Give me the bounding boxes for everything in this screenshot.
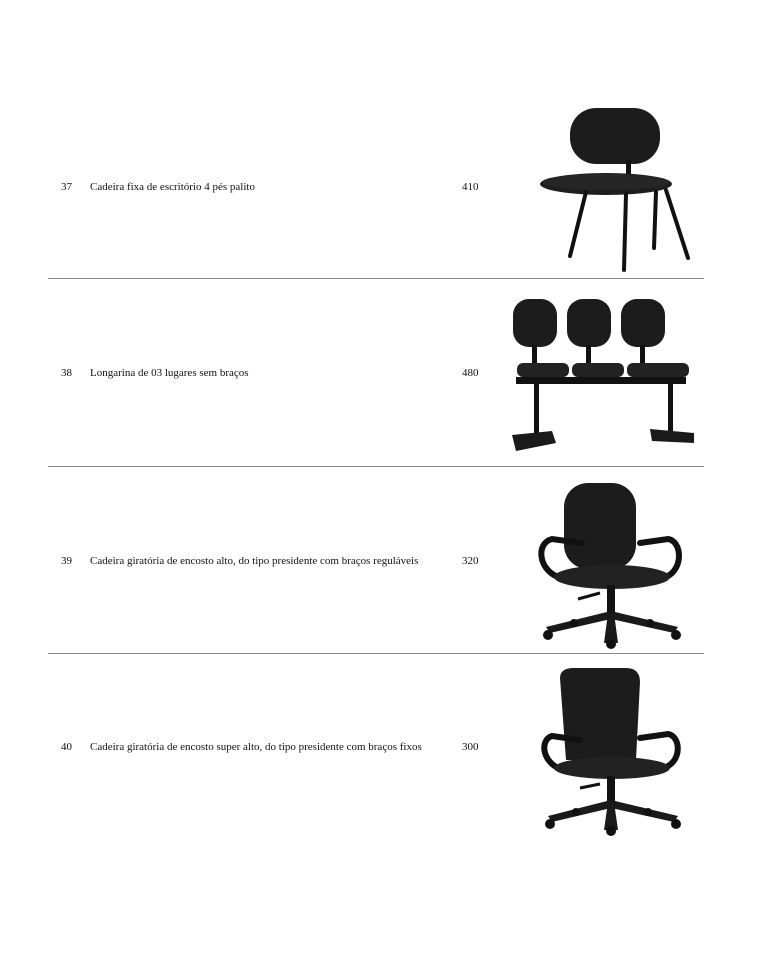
extra-high-back-swivel-chair-icon <box>508 660 700 836</box>
table-row <box>48 654 704 840</box>
three-seat-beam-bench-icon <box>508 285 700 461</box>
item-number: 38 <box>61 367 72 379</box>
item-description: Cadeira giratória de encosto super alto, do tipo presidente com braços fixos <box>90 741 422 753</box>
item-quantity: 300 <box>462 741 479 753</box>
item-number: 40 <box>61 741 72 753</box>
item-quantity: 320 <box>462 555 479 567</box>
item-quantity: 480 <box>462 367 479 379</box>
item-quantity: 410 <box>462 181 479 193</box>
item-description: Cadeira giratória de encosto alto, do tipo presidente com braços reguláveis <box>90 555 419 567</box>
table-row <box>48 467 704 653</box>
table-row <box>48 279 704 465</box>
high-back-swivel-chair-icon <box>508 473 700 649</box>
item-number: 39 <box>61 555 72 567</box>
item-number: 37 <box>61 181 72 193</box>
item-description: Cadeira fixa de escritório 4 pés palito <box>90 181 255 193</box>
table-row <box>48 92 704 278</box>
item-description: Longarina de 03 lugares sem braços <box>90 367 249 379</box>
four-leg-office-chair-icon <box>508 98 700 274</box>
